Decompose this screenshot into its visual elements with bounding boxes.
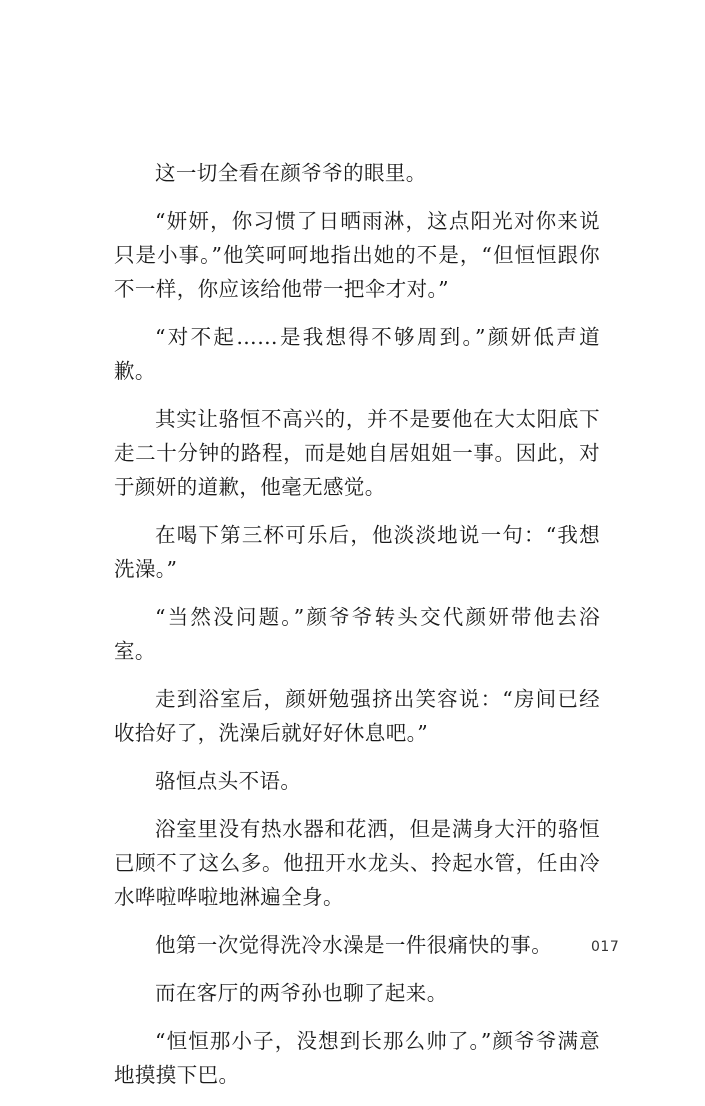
paragraph-5: 在喝下第三杯可乐后，他淡淡地说一句：“我想洗澡。” bbox=[114, 523, 600, 581]
paragraph-4: 其实让骆恒不高兴的，并不是要他在大太阳底下走二十分钟的路程，而是她自居姐姐一事。因此，对于颜妍的道歉，他毫无感觉。 bbox=[114, 407, 600, 499]
paragraph-8: 骆恒点头不语。 bbox=[155, 769, 302, 793]
paragraph-3: “对不起……是我想得不够周到。”颜妍低声道歉。 bbox=[114, 325, 600, 383]
paragraph-2: “妍妍，你习惯了日晒雨淋，这点阳光对你来说只是小事。”他笑呵呵地指出她的不是，“但恒恒跟你不一样，你应该给他带一把伞才对。” bbox=[114, 209, 600, 301]
paragraph-9: 浴室里没有热水器和花洒，但是满身大汗的骆恒已顾不了这么多。他扭开水龙头、拎起水管，任由冷水哗啦哗啦地淋遍全身。 bbox=[114, 817, 600, 909]
paragraph-7: 走到浴室后，颜妍勉强挤出笑容说：“房间已经收拾好了，洗澡后就好好休息吧。” bbox=[114, 687, 600, 745]
paragraph-1: 这一切全看在颜爷爷的眼里。 bbox=[155, 161, 427, 185]
paragraph-10: 他第一次觉得洗冷水澡是一件很痛快的事。 bbox=[155, 933, 553, 957]
paragraph-6: “当然没问题。”颜爷爷转头交代颜妍带他去浴室。 bbox=[114, 605, 600, 663]
paragraph-12: “恒恒那小子，没想到长那么帅了。”颜爷爷满意地摸摸下巴。 bbox=[114, 1029, 600, 1087]
paragraph-11: 而在客厅的两爷孙也聊了起来。 bbox=[155, 981, 448, 1005]
body-text bbox=[114, 156, 600, 1106]
page-number: 017 bbox=[591, 939, 620, 955]
